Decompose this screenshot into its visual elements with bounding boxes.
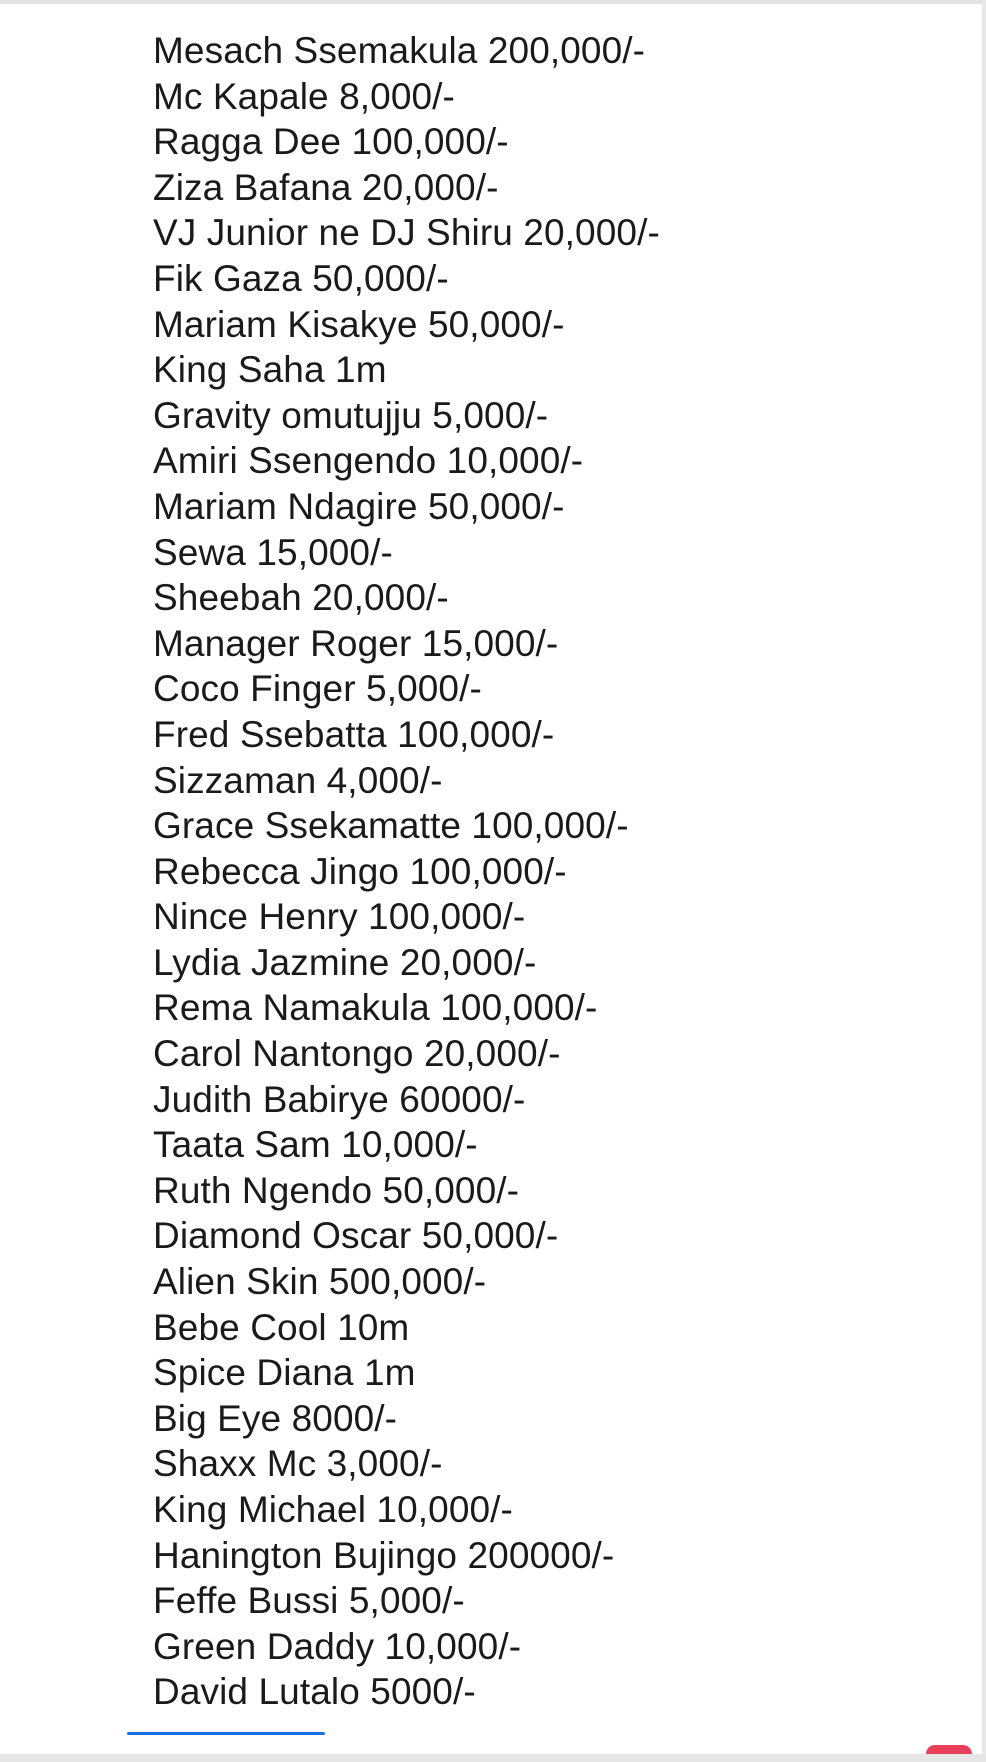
note-line: Lydia Jazmine 20,000/- bbox=[153, 941, 537, 983]
note-line: Rema Namakula 100,000/- bbox=[153, 987, 598, 1029]
bottom-border bbox=[0, 1754, 986, 1762]
note-line: Mariam Ndagire 50,000/- bbox=[153, 485, 565, 527]
note-line: Manager Roger 15,000/- bbox=[153, 622, 559, 664]
note-line: Sizzaman 4,000/- bbox=[153, 759, 443, 801]
note-line: King Michael 10,000/- bbox=[153, 1489, 513, 1530]
note-line: VJ Junior ne DJ Shiru 20,000/- bbox=[153, 212, 660, 254]
note-text-list bbox=[153, 28, 953, 1715]
note-line: Taata Sam 10,000/- bbox=[153, 1124, 478, 1166]
note-line: Diamond Oscar 50,000/- bbox=[153, 1215, 559, 1257]
right-border bbox=[982, 0, 986, 1762]
note-line: Gravity omutujju 5,000/- bbox=[153, 394, 549, 436]
note-line: Mariam Kisakye 50,000/- bbox=[153, 303, 565, 345]
note-line: Green Daddy 10,000/- bbox=[153, 1625, 522, 1667]
note-line: Shaxx Mc 3,000/- bbox=[153, 1443, 443, 1485]
note-line: Fred Ssebatta 100,000/- bbox=[153, 713, 555, 755]
note-line: Sewa 15,000/- bbox=[153, 531, 393, 573]
note-line: Alien Skin 500,000/- bbox=[153, 1261, 487, 1303]
note-line: Mc Kapale 8,000/- bbox=[153, 75, 455, 117]
note-line: Carol Nantongo 20,000/- bbox=[153, 1033, 561, 1075]
note-line: Ruth Ngendo 50,000/- bbox=[153, 1169, 520, 1211]
note-line: Spice Diana 1m bbox=[153, 1352, 416, 1394]
note-line: Nince Henry 100,000/- bbox=[153, 896, 526, 938]
text-selection-underline bbox=[127, 1732, 325, 1735]
note-line: Big Eye 8000/- bbox=[153, 1397, 398, 1439]
corner-badge bbox=[926, 1745, 972, 1754]
note-line: Rebecca Jingo 100,000/- bbox=[153, 850, 567, 892]
note-line: Sheebah 20,000/- bbox=[153, 577, 449, 619]
note-line: Hanington Bujingo 200000/- bbox=[153, 1534, 615, 1576]
note-line: Fik Gaza 50,000/- bbox=[153, 257, 449, 299]
note-line: Amiri Ssengendo 10,000/- bbox=[153, 440, 584, 482]
note-line: King Saha 1m bbox=[153, 349, 387, 391]
note-line: Coco Finger 5,000/- bbox=[153, 668, 482, 710]
note-line: Mesach Ssemakula 200,000/- bbox=[153, 30, 646, 71]
note-line: Feffe Bussi 5,000/- bbox=[153, 1580, 465, 1622]
note-line: David Lutalo 5000/- bbox=[153, 1671, 476, 1713]
note-line: Ziza Bafana 20,000/- bbox=[153, 166, 499, 208]
note-line: Judith Babirye 60000/- bbox=[153, 1078, 526, 1120]
note-line: Ragga Dee 100,000/- bbox=[153, 121, 509, 163]
top-border bbox=[0, 0, 986, 4]
note-line: Bebe Cool 10m bbox=[153, 1306, 410, 1348]
note-line: Grace Ssekamatte 100,000/- bbox=[153, 805, 629, 847]
